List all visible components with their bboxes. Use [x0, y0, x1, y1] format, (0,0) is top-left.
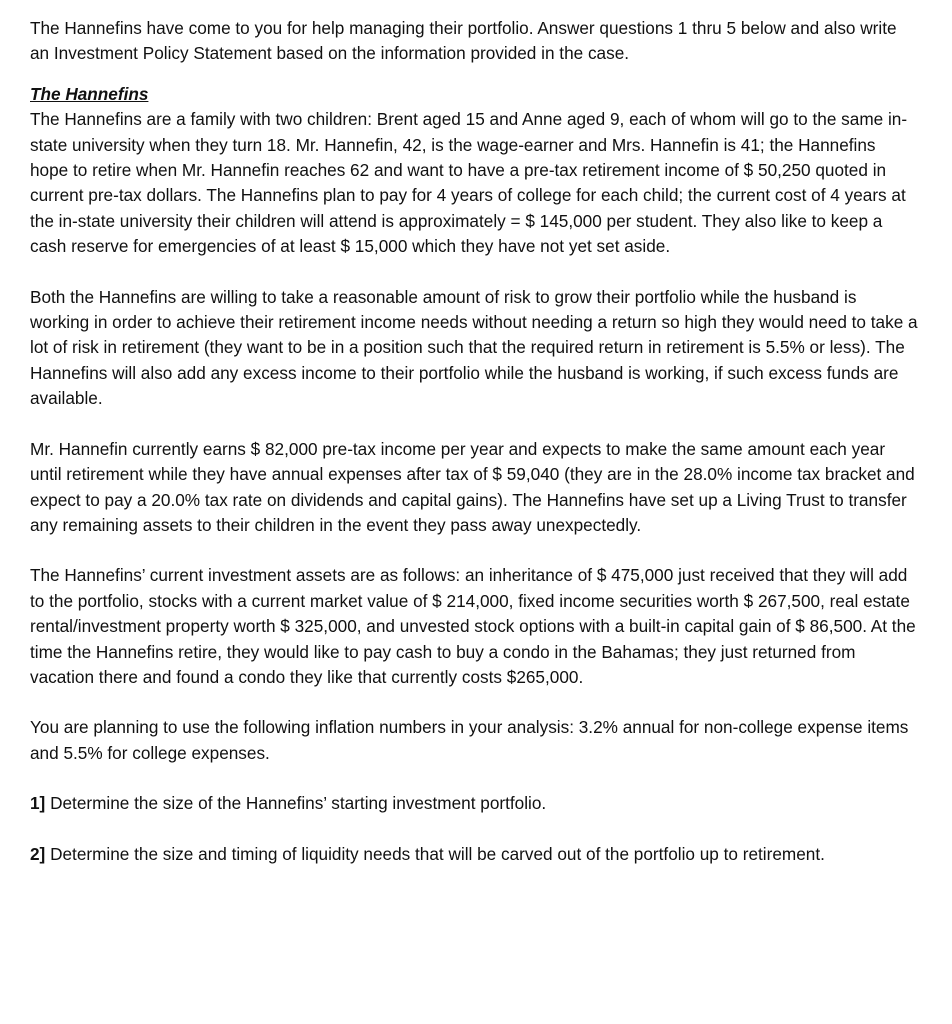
- spacer: [30, 260, 918, 285]
- spacer: [30, 67, 918, 82]
- question-2: [30, 842, 918, 867]
- section-title: The Hannefins: [30, 83, 149, 104]
- spacer: [30, 817, 918, 842]
- question-2-number: 2]: [30, 843, 46, 864]
- document-page: [30, 16, 918, 867]
- spacer: [30, 690, 918, 715]
- intro-paragraph: The Hannefins have come to you for help managing their portfolio. Answer questions 1 thru 5 below and also write an Investment Policy Statement based on the information provided in the case.: [30, 18, 897, 64]
- inflation-paragraph: You are planning to use the following inflation numbers in your analysis: 3.2% annual for non-college expense items and 5.5% for college expenses.: [30, 717, 909, 763]
- spacer: [30, 538, 918, 563]
- assets-paragraph: The Hannefins’ current investment assets are as follows: an inheritance of $ 475,000 just received that they will add to the portfolio, stocks with a current market value of $ 214,000, fixed income securities worth $ 267,500, real estate rental/investment property worth $ 325,000, and unvested stock options with a built-in capital gain of $ 86,500. At the time the Hannefins retire, they would like to pay cash to buy a condo in the Bahamas; they just returned from vacation there and found a condo they like that currently costs $265,000.: [30, 565, 916, 687]
- spacer: [30, 412, 918, 437]
- question-2-text: Determine the size and timing of liquidity needs that will be carved out of the portfolio up to retirement.: [45, 843, 825, 864]
- family-paragraph: The Hannefins are a family with two children: Brent aged 15 and Anne aged 9, each of whom will go to the same in-state university when they turn 18. Mr. Hannefin, 42, is the wage-earner and Mrs. Hannefin is 41; the Hannefins hope to retire when Mr. Hannefin reaches 62 and want to have a pre-tax retirement income of $ 50,250 quoted in current pre-tax dollars. The Hannefins plan to pay for 4 years of college for each child; the current cost of 4 years at the in-state university their children will attend is approximately = $ 145,000 per student. They also like to keep a cash reserve for emergencies of at least $ 15,000 which they have not yet set aside.: [30, 109, 908, 257]
- spacer: [30, 766, 918, 791]
- question-1-text: Determine the size of the Hannefins’ starting investment portfolio.: [45, 793, 547, 814]
- risk-paragraph: Both the Hannefins are willing to take a reasonable amount of risk to grow their portfolio while the husband is working in order to achieve their retirement income needs without needing a return so high they would need to take a lot of risk in retirement (they want to be in a position such that the required return in retirement is 5.5% or less). The Hannefins will also add any excess income to their portfolio while the husband is working, if such excess funds are available.: [30, 286, 918, 409]
- question-1: [30, 791, 918, 816]
- question-1-number: 1]: [30, 793, 46, 814]
- income-paragraph: Mr. Hannefin currently earns $ 82,000 pre-tax income per year and expects to make the same amount each year until retirement while they have annual expenses after tax of $ 59,040 (they are in the 28.0% income tax bracket and expect to pay a 20.0% tax rate on dividends and capital gains). The Hannefins have set up a Living Trust to transfer any remaining assets to their children in the event they pass away unexpectedly.: [30, 438, 915, 535]
